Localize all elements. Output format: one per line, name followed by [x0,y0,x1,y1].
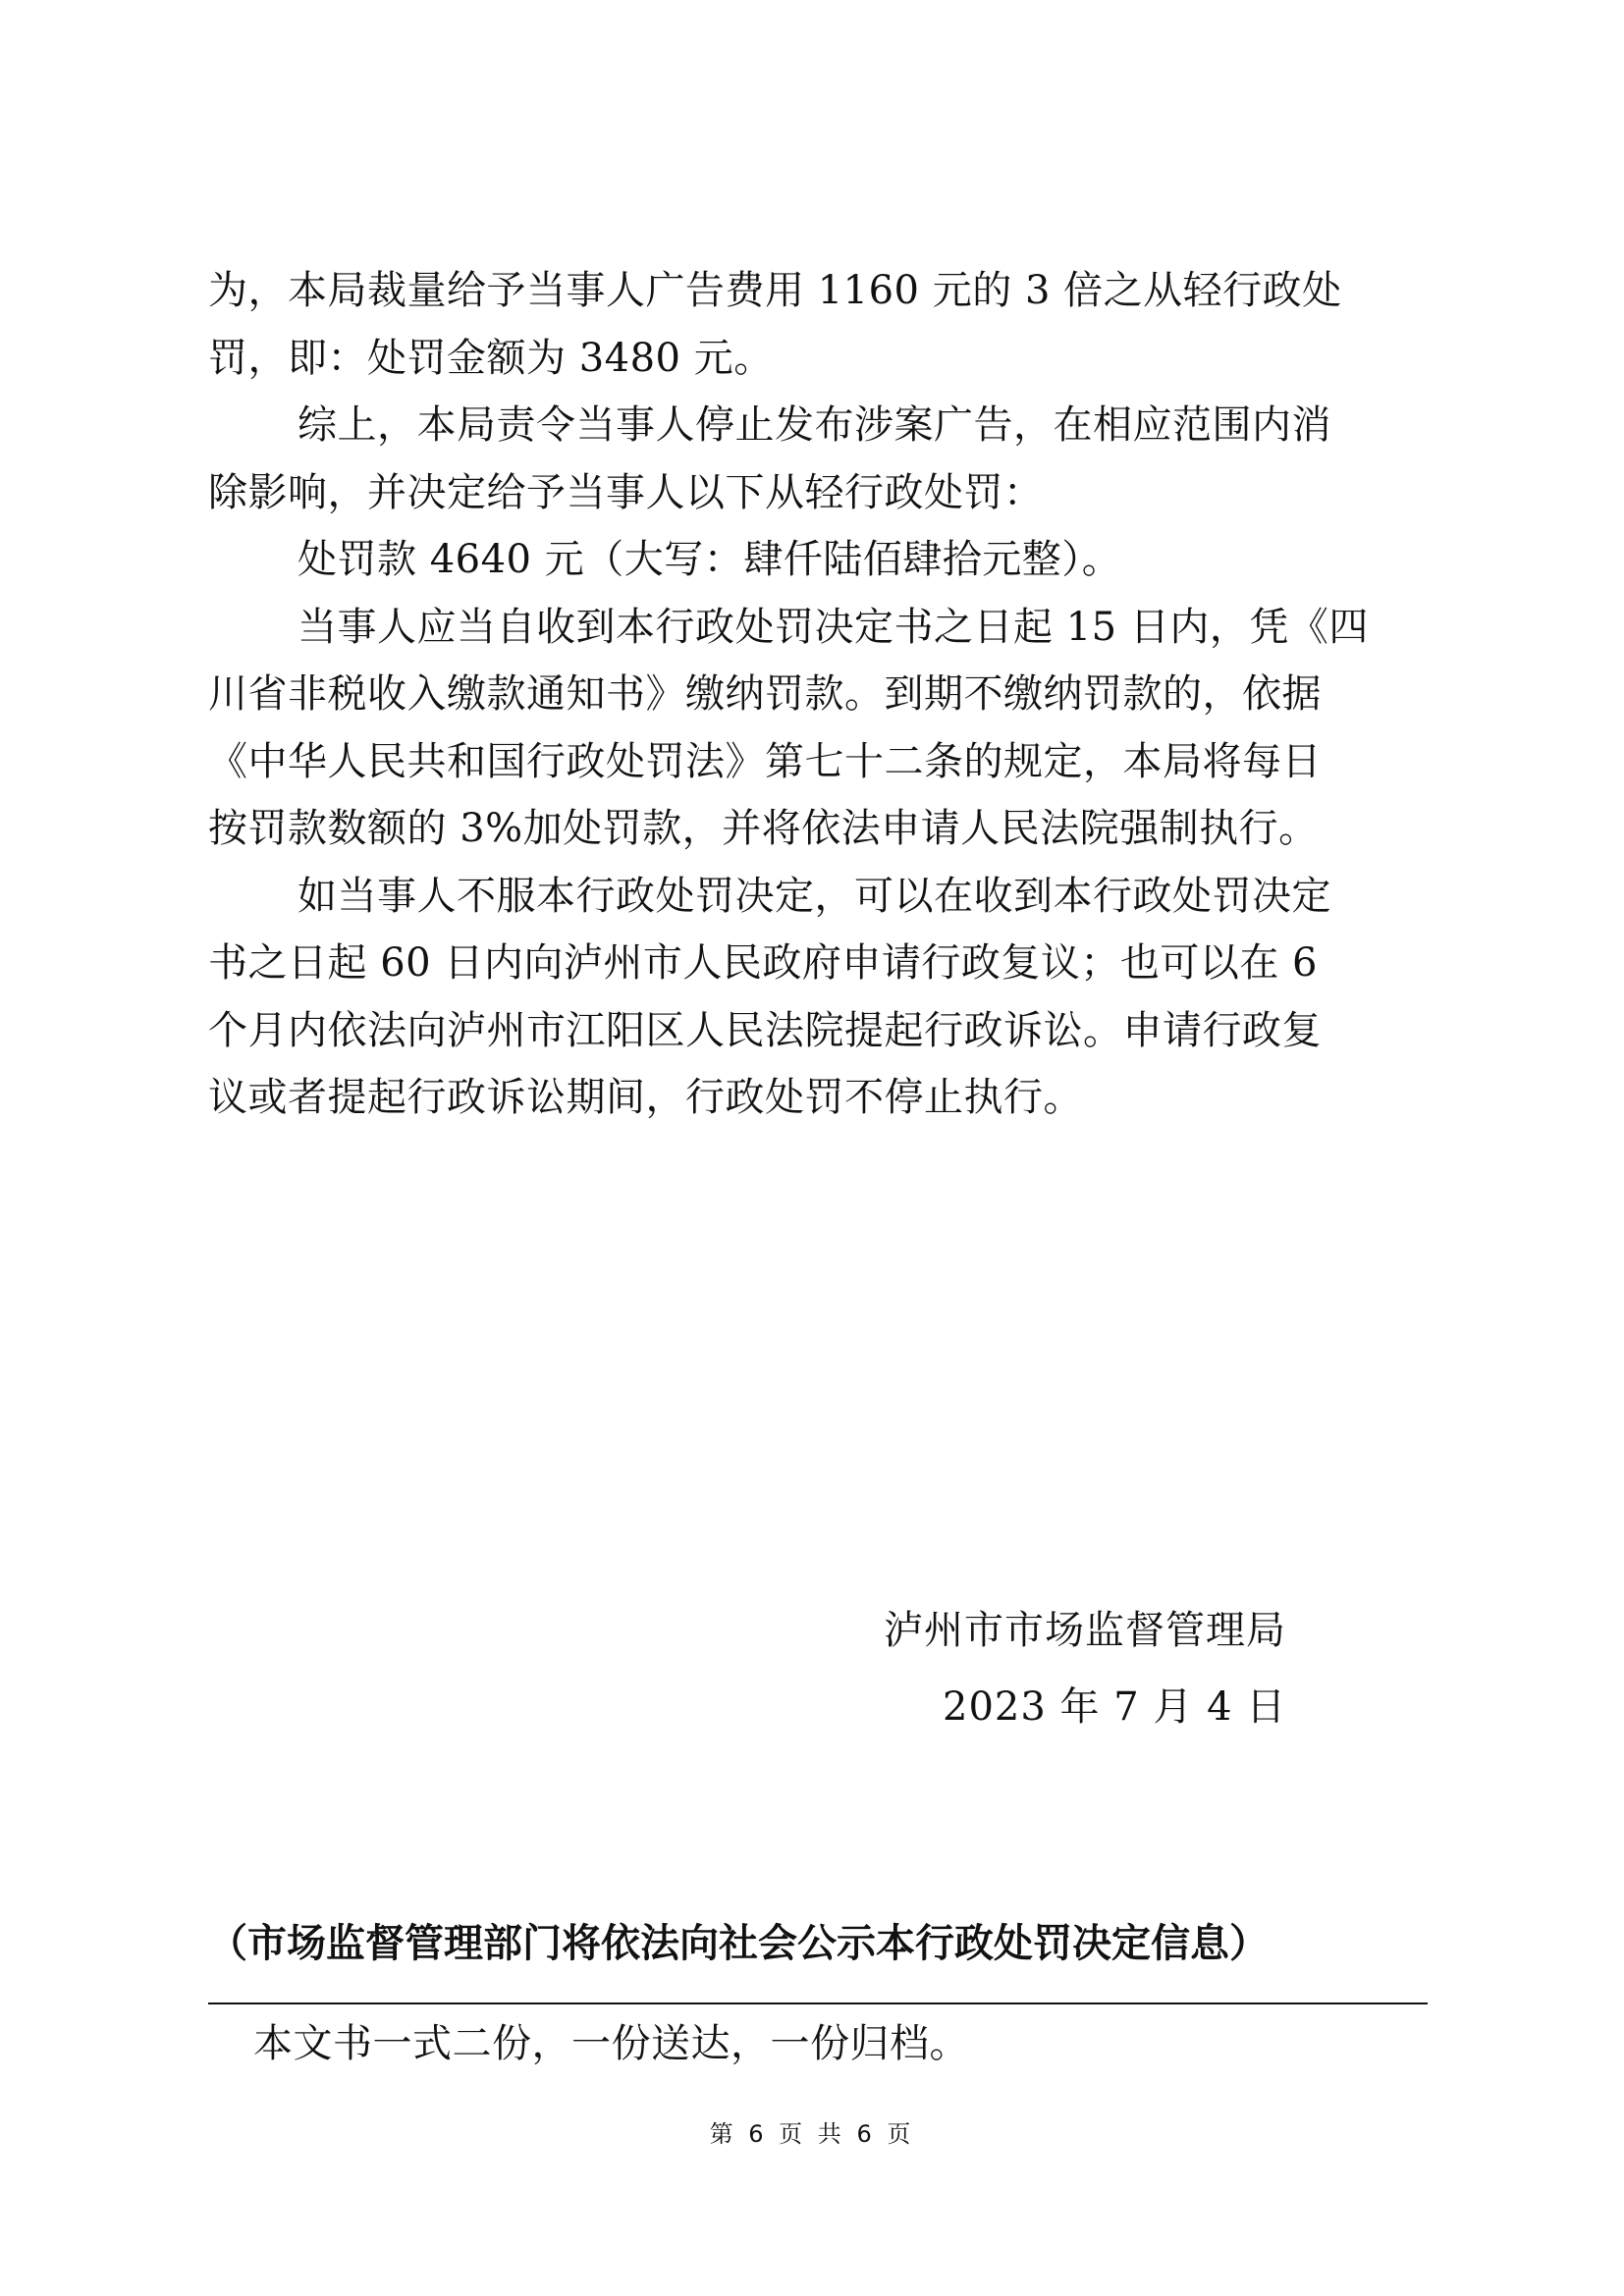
paragraph-line: 综上，本局责令当事人停止发布涉案广告，在相应范围内消 [298,402,1331,448]
paragraph-line: 按罚款数额的 3%加处罚款，并将依法申请人民法院强制执行。 [208,806,1319,851]
paragraph-line: 川省非税收入缴款通知书》缴纳罚款。到期不缴纳罚款的，依据 [208,671,1322,717]
paragraph-line: 个月内依法向泸州市江阳区人民法院提起行政诉讼。申请行政复 [208,1007,1322,1053]
paragraph-line: 如当事人不服本行政处罚决定，可以在收到本行政处罚决定 [298,873,1331,919]
document-body [208,257,1426,1132]
public-notice: （市场监督管理部门将依法向社会公示本行政处罚决定信息） [208,1921,1269,1966]
paragraph-line: 为，本局裁量给予当事人广告费用 1160 元的 3 倍之从轻行政处 [208,268,1342,313]
paragraph-line: 议或者提起行政诉讼期间，行政处罚不停止执行。 [208,1075,1083,1120]
paragraph-line: 书之日起 60 日内向泸州市人民政府申请行政复议；也可以在 6 [208,940,1318,986]
penalty-amount-line: 处罚款 4640 元（大写：肆仟陆佰肆拾元整）。 [298,537,1122,582]
issuing-authority: 泸州市市场监督管理局 [884,1608,1286,1653]
paragraph-line: 除影响，并决定给予当事人以下从轻行政处罚： [208,469,1044,515]
paragraph-line: 当事人应当自收到本行政处罚决定书之日起 15 日内，凭《四 [298,604,1369,650]
paragraph-line: 《中华人民共和国行政处罚法》第七十二条的规定，本局将每日 [208,738,1322,784]
signature-block [884,1592,1434,1745]
issue-date: 2023 年 7 月 4 日 [943,1684,1287,1730]
paragraph-line: 罚，即：处罚金额为 3480 元。 [208,335,774,381]
copies-note: 本文书一式二份，一份送达，一份归档。 [253,2021,969,2066]
divider-line [208,2002,1428,2004]
page-number: 第 6 页 共 6 页 [709,2120,915,2148]
